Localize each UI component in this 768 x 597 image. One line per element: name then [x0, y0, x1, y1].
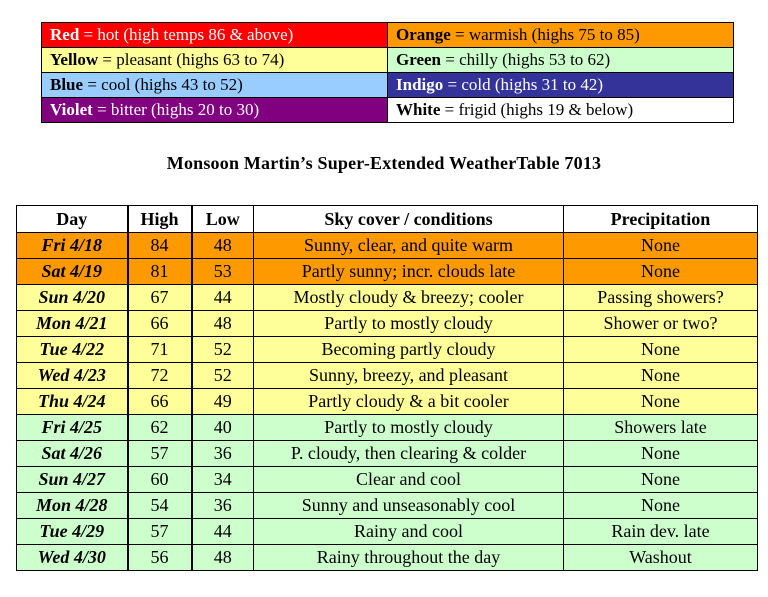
high-cell: 84 — [128, 233, 192, 259]
conditions-cell: Partly to mostly cloudy — [254, 311, 564, 337]
high-cell: 56 — [128, 545, 192, 571]
precipitation-cell: None — [564, 233, 758, 259]
table-row — [17, 519, 758, 545]
low-cell: 53 — [192, 259, 254, 285]
precipitation-cell: Rain dev. late — [564, 519, 758, 545]
legend-item-orange: Orange = warmish (highs 75 to 85) — [388, 23, 734, 48]
table-row — [17, 493, 758, 519]
high-cell: 62 — [128, 415, 192, 441]
high-cell: 57 — [128, 519, 192, 545]
legend-item-indigo: Indigo = cold (highs 31 to 42) — [388, 73, 734, 98]
conditions-cell: Mostly cloudy & breezy; cooler — [254, 285, 564, 311]
day-cell: Sun 4/20 — [17, 285, 128, 311]
low-cell: 52 — [192, 363, 254, 389]
precipitation-cell: None — [564, 259, 758, 285]
legend-item-white: White = frigid (highs 19 & below) — [388, 98, 734, 123]
low-cell: 40 — [192, 415, 254, 441]
low-cell: 49 — [192, 389, 254, 415]
low-cell: 36 — [192, 441, 254, 467]
conditions-cell: Sunny, breezy, and pleasant — [254, 363, 564, 389]
low-cell: 34 — [192, 467, 254, 493]
conditions-cell: Clear and cool — [254, 467, 564, 493]
high-cell: 66 — [128, 389, 192, 415]
precipitation-cell: None — [564, 337, 758, 363]
precipitation-cell: None — [564, 493, 758, 519]
day-cell: Wed 4/23 — [17, 363, 128, 389]
legend-item-yellow: Yellow = pleasant (highs 63 to 74) — [42, 48, 388, 73]
high-cell: 72 — [128, 363, 192, 389]
low-cell: 48 — [192, 233, 254, 259]
day-cell: Tue 4/29 — [17, 519, 128, 545]
precipitation-cell: Shower or two? — [564, 311, 758, 337]
conditions-cell: Becoming partly cloudy — [254, 337, 564, 363]
day-cell: Sat 4/19 — [17, 259, 128, 285]
table-row — [17, 233, 758, 259]
column-header-day: Day — [17, 206, 128, 233]
column-header-precipitation: Precipitation — [564, 206, 758, 233]
conditions-cell: P. cloudy, then clearing & colder — [254, 441, 564, 467]
day-cell: Mon 4/21 — [17, 311, 128, 337]
conditions-cell: Sunny and unseasonably cool — [254, 493, 564, 519]
low-cell: 36 — [192, 493, 254, 519]
precipitation-cell: None — [564, 389, 758, 415]
table-row — [17, 337, 758, 363]
high-cell: 71 — [128, 337, 192, 363]
precipitation-cell: None — [564, 441, 758, 467]
conditions-cell: Partly cloudy & a bit cooler — [254, 389, 564, 415]
low-cell: 48 — [192, 545, 254, 571]
color-legend — [41, 22, 734, 123]
table-header-row — [17, 206, 758, 233]
legend-item-green: Green = chilly (highs 53 to 62) — [388, 48, 734, 73]
day-cell: Sat 4/26 — [17, 441, 128, 467]
day-cell: Tue 4/22 — [17, 337, 128, 363]
table-row — [17, 259, 758, 285]
legend-row — [42, 23, 734, 48]
conditions-cell: Sunny, clear, and quite warm — [254, 233, 564, 259]
table-row — [17, 545, 758, 571]
precipitation-cell: None — [564, 363, 758, 389]
day-cell: Thu 4/24 — [17, 389, 128, 415]
high-cell: 66 — [128, 311, 192, 337]
legend-item-violet: Violet = bitter (highs 20 to 30) — [42, 98, 388, 123]
column-header-high: High — [128, 206, 192, 233]
table-row — [17, 285, 758, 311]
day-cell: Fri 4/18 — [17, 233, 128, 259]
legend-item-blue: Blue = cool (highs 43 to 52) — [42, 73, 388, 98]
conditions-cell: Rainy throughout the day — [254, 545, 564, 571]
day-cell: Mon 4/28 — [17, 493, 128, 519]
low-cell: 44 — [192, 285, 254, 311]
high-cell: 57 — [128, 441, 192, 467]
low-cell: 52 — [192, 337, 254, 363]
table-row — [17, 415, 758, 441]
conditions-cell: Rainy and cool — [254, 519, 564, 545]
legend-row — [42, 48, 734, 73]
low-cell: 48 — [192, 311, 254, 337]
legend-item-red: Red = hot (high temps 86 & above) — [42, 23, 388, 48]
table-row — [17, 441, 758, 467]
precipitation-cell: Passing showers? — [564, 285, 758, 311]
conditions-cell: Partly to mostly cloudy — [254, 415, 564, 441]
table-row — [17, 363, 758, 389]
conditions-cell: Partly sunny; incr. clouds late — [254, 259, 564, 285]
page-title: Monsoon Martin’s Super-Extended WeatherTable 7013 — [166, 153, 602, 173]
high-cell: 67 — [128, 285, 192, 311]
high-cell: 60 — [128, 467, 192, 493]
column-header-low: Low — [192, 206, 254, 233]
day-cell: Fri 4/25 — [17, 415, 128, 441]
precipitation-cell: None — [564, 467, 758, 493]
table-row — [17, 467, 758, 493]
precipitation-cell: Washout — [564, 545, 758, 571]
high-cell: 81 — [128, 259, 192, 285]
day-cell: Wed 4/30 — [17, 545, 128, 571]
weather-table — [16, 205, 758, 571]
legend-row — [42, 73, 734, 98]
precipitation-cell: Showers late — [564, 415, 758, 441]
table-row — [17, 389, 758, 415]
table-row — [17, 311, 758, 337]
legend-row — [42, 98, 734, 123]
high-cell: 54 — [128, 493, 192, 519]
day-cell: Sun 4/27 — [17, 467, 128, 493]
column-header-conditions: Sky cover / conditions — [254, 206, 564, 233]
low-cell: 44 — [192, 519, 254, 545]
